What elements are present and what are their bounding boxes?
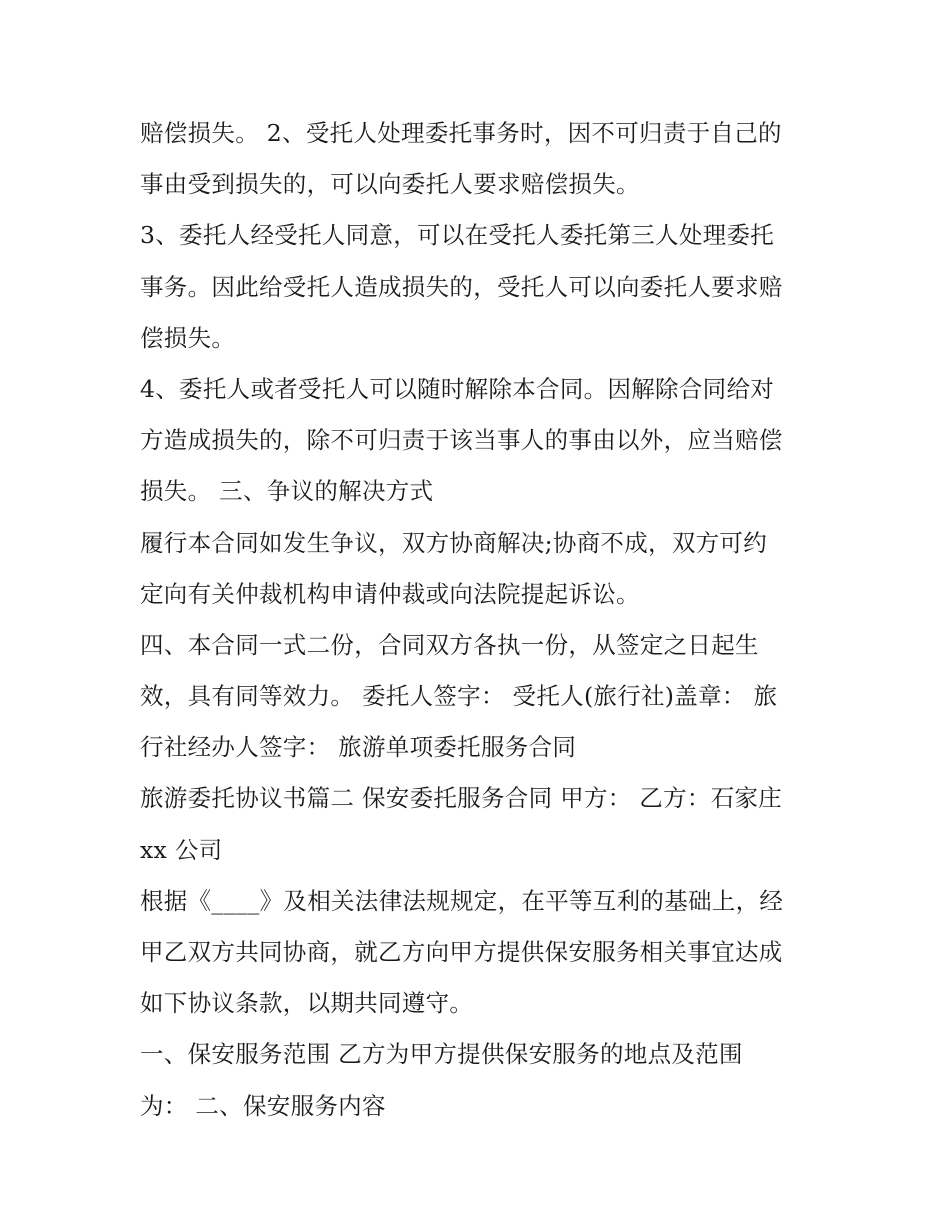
text-line: 4、委托人或者受托人可以随时解除本合同。因解除合同给对 [140,374,775,403]
text-line: 损失。 三、争议的解决方式 [140,477,434,506]
text-line: xx 公司 [140,835,223,864]
text-line: 方造成损失的，除不可归责于该当事人的事由以外，应当赔偿 [140,426,783,455]
text-line: 赔偿损失。 2、受托人处理委托事务时，因不可归责于自己的 [140,119,782,147]
document-body [140,108,830,1132]
text-line: 事务。因此给受托人造成损失的，受托人可以向委托人要求赔 [140,272,783,301]
text-line: 根据《____》及相关法律法规规定，在平等互利的基础上，经 [140,886,784,915]
text-line: 甲乙双方共同协商，就乙方向甲方提供保安服务相关事宜达成 [140,938,783,966]
text-line: 行社经办人签字： 旅游单项委托服务合同 [140,733,577,762]
text-line: 3、委托人经受托人同意，可以在受托人委托第三人处理委托 [140,221,775,250]
text-line: 履行本合同如发生争议，双方协商解决;协商不成，双方可约 [140,528,768,557]
text-line: 偿损失。 [140,323,236,352]
text-line: 四、本合同一式二份，合同双方各执一份，从签定之日起生 [140,630,759,659]
text-line: 事由受到损失的，可以向委托人要求赔偿损失。 [140,170,640,199]
text-line: 旅游委托协议书篇二 保安委托服务合同 甲方： 乙方：石家庄 [140,784,783,813]
text-line: 如下协议条款，以期共同遵守。 [140,989,474,1018]
text-line: 定向有关仲裁机构申请仲裁或向法院提起诉讼。 [140,579,640,608]
text-line: 为： 二、保安服务内容 [140,1091,386,1120]
text-line: 一、保安服务范围 乙方为甲方提供保安服务的地点及范围 [140,1040,743,1069]
text-line: 效，具有同等效力。 委托人签字： 受托人(旅行社)盖章： 旅 [140,682,778,711]
